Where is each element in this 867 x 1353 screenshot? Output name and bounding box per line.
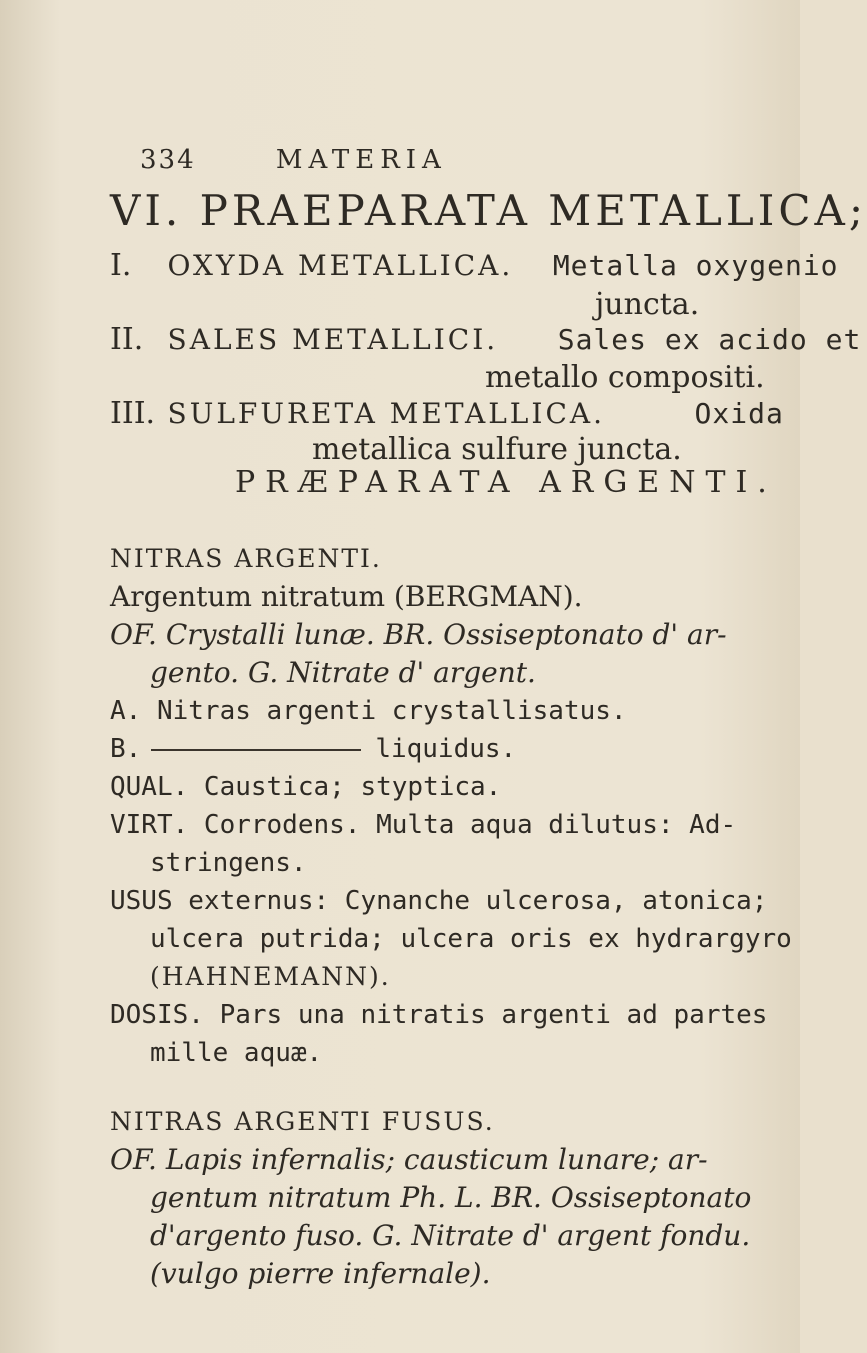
entry-line: (HAHNEMANN). (150, 962, 391, 991)
page-number: 334 (140, 145, 196, 175)
entry-nitras-argenti-fusus (110, 1103, 790, 1293)
class-description-continued: metallica sulfure juncta. (312, 432, 682, 467)
entry-line: QUAL. Caustica; styptica. (110, 772, 502, 802)
entry-line: (vulgo pierre infernale). (150, 1257, 491, 1290)
class-description-continued: juncta. (595, 287, 700, 322)
section-title: VI. PRAEPARATA METALLICA; (110, 186, 867, 235)
running-title: MATERIA (275, 145, 447, 175)
entry-line: VIRT. Corrodens. Multa aqua dilutus: Ad- (110, 810, 737, 840)
entry-line: Argentum nitratum (BERGMAN). (110, 580, 583, 613)
entry-line-b (110, 730, 790, 768)
running-header (140, 145, 447, 175)
class-description: Oxida (694, 397, 784, 430)
entry-line: stringens. (150, 848, 307, 878)
entry-heading: NITRAS ARGENTI FUSUS. (110, 1107, 495, 1136)
ditto-dash (151, 749, 361, 751)
class-item-sales (110, 322, 861, 357)
entry-line: OF. Lapis infernalis; causticum lunare; ar- (110, 1143, 708, 1176)
entry-b-label: B. (110, 734, 142, 764)
entry-line: ulcera putrida; ulcera oris ex hydrargyro (150, 924, 792, 954)
class-number: I. (110, 248, 132, 283)
class-term: SULFURETA METALLICA. (167, 397, 605, 430)
class-description: Metalla oxygenio (552, 249, 839, 282)
entry-line: d'argento fuso. G. Nitrate d' argent fondu. (150, 1219, 751, 1252)
entry-line: liquidus. (375, 734, 517, 764)
class-item-sulfureta (110, 396, 784, 431)
class-description-continued: metallo compositi. (485, 360, 765, 395)
class-term: OXYDA METALLICA. (167, 249, 514, 282)
entry-line: gento. G. Nitrate d' argent. (150, 656, 536, 689)
class-description: Sales ex acido et (557, 323, 862, 356)
class-term: SALES METALLICI. (167, 323, 499, 356)
entry-line: gentum nitratum Ph. L. BR. Ossiseptonato (150, 1181, 752, 1214)
class-number: II. (110, 322, 144, 357)
entry-line: USUS externus: Cynanche ulcerosa, atonica; (110, 886, 768, 916)
class-number: III. (110, 396, 156, 431)
entry-line: mille aquæ. (150, 1038, 323, 1068)
entry-line: DOSIS. Pars una nitratis argenti ad partes (110, 1000, 768, 1030)
class-item-oxyda (110, 248, 839, 283)
entry-heading: NITRAS ARGENTI. (110, 544, 382, 573)
subsection-heading: PRÆPARATA ARGENTI. (235, 465, 777, 500)
entry-nitras-argenti (110, 540, 790, 1072)
entry-line: A. Nitras argenti crystallisatus. (110, 696, 627, 726)
entry-line: OF. Crystalli lunæ. BR. Ossiseptonato d' ar- (110, 618, 727, 651)
